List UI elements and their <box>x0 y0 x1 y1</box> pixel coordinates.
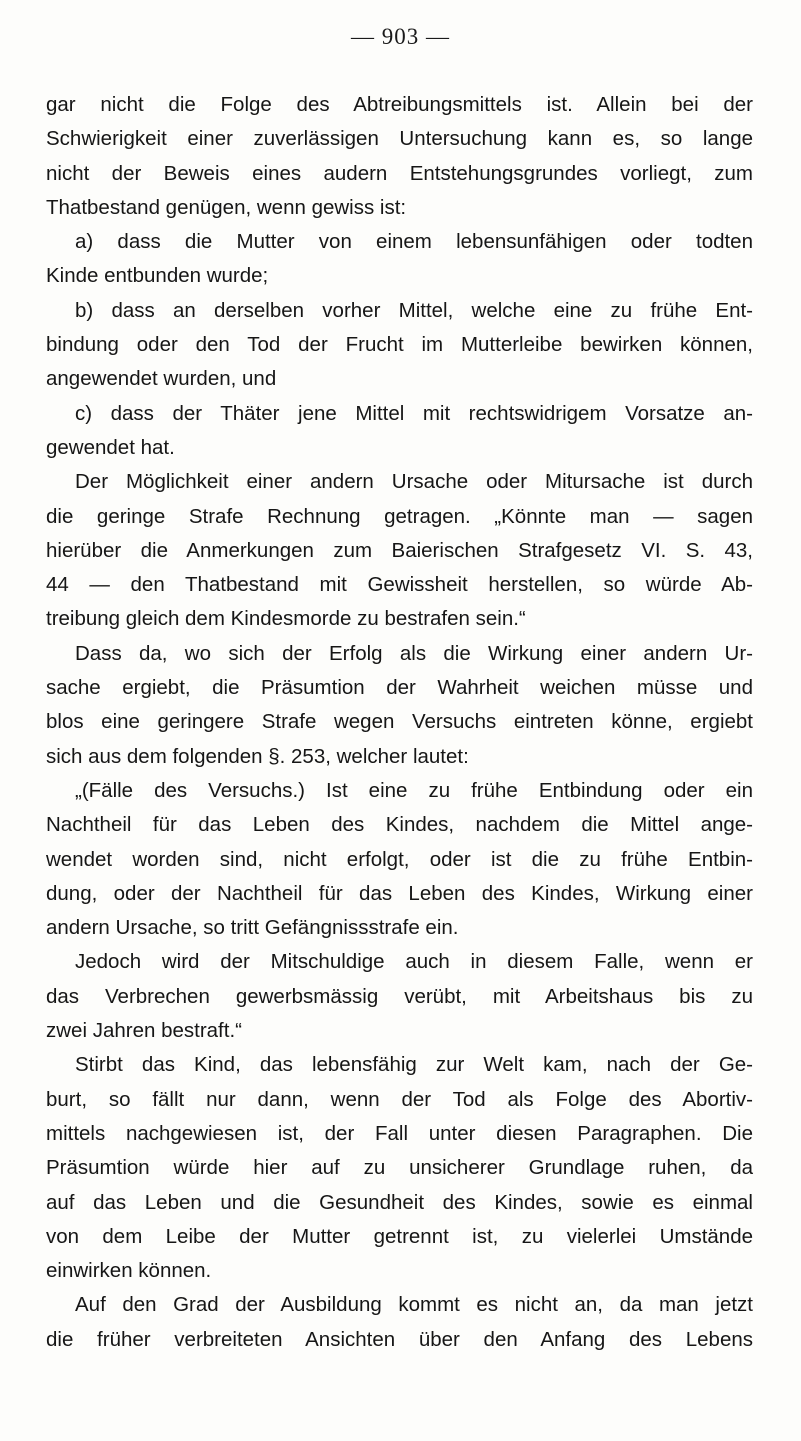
page-number: — 903 — <box>351 24 450 49</box>
text-line: c) dass der Thäter jene Mittel mit rechtswidrigem Vorsatze an- <box>75 401 753 425</box>
text-line: burt, so fällt nur dann, wenn der Tod als Folge des Abortiv- <box>46 1087 753 1111</box>
text-line: a) dass die Mutter von einem lebensunfähigen oder todten <box>75 230 753 254</box>
text-line: angewendet wurden, und <box>46 367 277 391</box>
text-line: Thatbestand genügen, wenn gewiss ist: <box>46 195 407 219</box>
text-line: Dass da, wo sich der Erfolg als die Wirkung einer andern Ur- <box>75 641 753 665</box>
text-line: mittels nachgewiesen ist, der Fall unter diesen Paragraphen. Die <box>46 1121 753 1145</box>
text-line: Auf den Grad der Ausbildung kommt es nicht an, da man jetzt <box>75 1293 753 1317</box>
text-line: Nachtheil für das Leben des Kindes, nachdem die Mittel ange- <box>46 813 753 837</box>
text-line: einwirken können. <box>46 1259 212 1283</box>
text-line: dung, oder der Nachtheil für das Leben des Kindes, Wirkung einer <box>46 881 753 905</box>
text-line: Kinde entbunden wurde; <box>46 264 269 288</box>
text-line: treibung gleich dem Kindesmorde zu bestrafen sein.“ <box>46 607 526 631</box>
text-line: von dem Leibe der Mutter getrennt ist, zu vielerlei Umstände <box>46 1224 753 1248</box>
text-line: bindung oder den Tod der Frucht im Mutterleibe bewirken können, <box>46 333 753 357</box>
text-line: gewendet hat. <box>46 435 175 459</box>
text-line: sich aus dem folgenden §. 253, welcher lautet: <box>46 744 469 768</box>
body-text <box>46 88 753 1357</box>
text-line: blos eine geringere Strafe wegen Versuchs eintreten könne, ergiebt <box>46 710 753 734</box>
text-line: hierüber die Anmerkungen zum Baierischen Strafgesetz VI. S. 43, <box>46 538 753 562</box>
text-line: Stirbt das Kind, das lebensfähig zur Welt kam, nach der Ge- <box>75 1053 753 1077</box>
text-line: nicht der Beweis eines audern Entstehungsgrundes vorliegt, zum <box>46 161 753 185</box>
text-line: andern Ursache, so tritt Gefängnissstrafe ein. <box>46 916 459 940</box>
text-line: Schwierigkeit einer zuverlässigen Untersuchung kann es, so lange <box>46 127 753 151</box>
text-line: b) dass an derselben vorher Mittel, welche eine zu frühe Ent- <box>75 298 753 322</box>
text-line: die früher verbreiteten Ansichten über den Anfang des Lebens <box>46 1327 753 1351</box>
text-line: gar nicht die Folge des Abtreibungsmittels ist. Allein bei der <box>46 93 753 116</box>
text-line: die geringe Strafe Rechnung getragen. „Könnte man — sagen <box>46 504 753 528</box>
text-line: Jedoch wird der Mitschuldige auch in diesem Falle, wenn er <box>75 950 753 974</box>
text-line: wendet worden sind, nicht erfolgt, oder ist die zu frühe Entbin- <box>46 847 753 871</box>
text-line: „(Fälle des Versuchs.) Ist eine zu frühe Entbindung oder ein <box>75 778 753 802</box>
text-line: auf das Leben und die Gesundheit des Kindes, sowie es einmal <box>46 1190 753 1214</box>
text-line: zwei Jahren bestraft.“ <box>46 1019 242 1043</box>
text-line: das Verbrechen gewerbsmässig verübt, mit Arbeitshaus bis zu <box>46 984 753 1008</box>
text-line: sache ergiebt, die Präsumtion der Wahrheit weichen müsse und <box>46 676 753 700</box>
text-line: Präsumtion würde hier auf zu unsicherer Grundlage ruhen, da <box>46 1156 753 1180</box>
text-line: Der Möglichkeit einer andern Ursache oder Mitursache ist durch <box>75 470 753 494</box>
text-line: 44 — den Thatbestand mit Gewissheit herstellen, so würde Ab- <box>46 573 753 597</box>
